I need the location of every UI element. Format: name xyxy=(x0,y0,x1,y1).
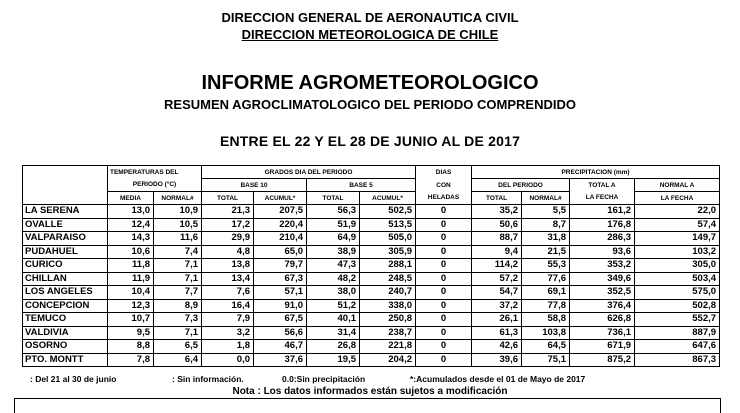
table-cell: 0 xyxy=(416,272,472,286)
table-cell: 248,5 xyxy=(360,272,416,286)
header-row-2 xyxy=(23,179,720,192)
subheader-cell: TOTAL xyxy=(472,192,522,205)
table-cell: 39,6 xyxy=(472,353,522,367)
table-cell: 161,2 xyxy=(570,205,635,219)
footer-accum-note: *:Acumulados desde el 01 de Mayo de 2017 xyxy=(410,374,586,384)
table-cell: 31,4 xyxy=(307,326,360,340)
table-cell: 57,4 xyxy=(635,218,720,232)
station-name: CONCEPCION xyxy=(23,299,108,313)
table-cell: 6,4 xyxy=(154,353,202,367)
table-cell: 8,7 xyxy=(522,218,570,232)
table-cell: 505,0 xyxy=(360,232,416,246)
table-cell: 6,5 xyxy=(154,340,202,354)
table-cell: 0 xyxy=(416,218,472,232)
report-title: INFORME AGROMETEOROLOGICO xyxy=(201,72,539,94)
agro-table xyxy=(22,165,720,367)
table-cell: 75,1 xyxy=(522,353,570,367)
table-cell: 7,1 xyxy=(154,259,202,273)
table-cell: 65,0 xyxy=(254,245,307,259)
table-cell: 37,6 xyxy=(254,353,307,367)
table-cell: 513,5 xyxy=(360,218,416,232)
table-cell: 57,1 xyxy=(254,286,307,300)
table-cell: 1,8 xyxy=(202,340,254,354)
table-cell: 37,2 xyxy=(472,299,522,313)
table-cell: 42,6 xyxy=(472,340,522,354)
table-row xyxy=(23,326,720,340)
table-cell: 54,7 xyxy=(472,286,522,300)
table-cell: 91,0 xyxy=(254,299,307,313)
table-cell: 0 xyxy=(416,353,472,367)
table-cell: 647,6 xyxy=(635,340,720,354)
table-cell: 19,5 xyxy=(307,353,360,367)
subheader-cell: LA FECHA xyxy=(570,192,635,205)
table-cell: 10,6 xyxy=(108,245,154,259)
table-cell: 13,0 xyxy=(108,205,154,219)
table-cell: 238,7 xyxy=(360,326,416,340)
subheader-cell: LA FECHA xyxy=(635,192,720,205)
table-cell: 79,7 xyxy=(254,259,307,273)
table-cell: 13,8 xyxy=(202,259,254,273)
table-cell: 626,8 xyxy=(570,313,635,327)
table-cell: 51,2 xyxy=(307,299,360,313)
table-cell: 10,7 xyxy=(108,313,154,327)
table-cell: 207,5 xyxy=(254,205,307,219)
table-cell: 114,2 xyxy=(472,259,522,273)
table-cell: 0 xyxy=(416,299,472,313)
table-cell: 26,8 xyxy=(307,340,360,354)
table-cell: 47,3 xyxy=(307,259,360,273)
table-cell: 38,0 xyxy=(307,286,360,300)
table-cell: 38,9 xyxy=(307,245,360,259)
table-row xyxy=(23,272,720,286)
report-subtitle: RESUMEN AGROCLIMATOLOGICO DEL PERIODO COMPRENDIDO xyxy=(164,97,576,112)
table-cell: 7,6 xyxy=(202,286,254,300)
table-cell: 88,7 xyxy=(472,232,522,246)
table-cell: 55,3 xyxy=(522,259,570,273)
table-cell: 40,1 xyxy=(307,313,360,327)
table-cell: 671,9 xyxy=(570,340,635,354)
table-cell: 11,8 xyxy=(108,259,154,273)
subheader-cell: HELADAS xyxy=(416,192,472,205)
table-row xyxy=(23,218,720,232)
disclaimer-note: Nota : Los datos informados están sujetos a modificación xyxy=(232,386,508,397)
base5-header: BASE 5 xyxy=(307,179,416,192)
table-cell: 875,2 xyxy=(570,353,635,367)
table-cell: 12,3 xyxy=(108,299,154,313)
table-cell: 204,2 xyxy=(360,353,416,367)
table-cell: 56,6 xyxy=(254,326,307,340)
total-a-header: TOTAL A xyxy=(570,179,635,192)
table-cell: 8,8 xyxy=(108,340,154,354)
table-cell: 7,1 xyxy=(154,272,202,286)
table-cell: 22,0 xyxy=(635,205,720,219)
table-row xyxy=(23,259,720,273)
grados-header: GRADOS DIA DEL PERIODO xyxy=(202,166,416,179)
table-cell: 103,8 xyxy=(522,326,570,340)
table-cell: 10,4 xyxy=(108,286,154,300)
table-cell: 220,4 xyxy=(254,218,307,232)
footer-no-precip-note: 0.0:Sin precipitación xyxy=(282,374,366,384)
table-cell: 11,6 xyxy=(154,232,202,246)
table-cell: 8,9 xyxy=(154,299,202,313)
table-row xyxy=(23,313,720,327)
station-header-blank-2 xyxy=(23,179,108,192)
header-row-1 xyxy=(23,166,720,179)
table-cell: 305,0 xyxy=(635,259,720,273)
table-cell: 0 xyxy=(416,232,472,246)
table-cell: 64,9 xyxy=(307,232,360,246)
table-cell: 305,9 xyxy=(360,245,416,259)
table-row xyxy=(23,340,720,354)
table-cell: 7,8 xyxy=(108,353,154,367)
table-cell: 50,6 xyxy=(472,218,522,232)
department-name: DIRECCION METEOROLOGICA DE CHILE xyxy=(241,27,499,42)
table-cell: 35,2 xyxy=(472,205,522,219)
table-cell: 5,5 xyxy=(522,205,570,219)
table-cell: 867,3 xyxy=(635,353,720,367)
table-row xyxy=(23,286,720,300)
table-cell: 286,3 xyxy=(570,232,635,246)
table-cell: 56,3 xyxy=(307,205,360,219)
dias-header-2: CON xyxy=(416,179,472,192)
table-cell: 240,7 xyxy=(360,286,416,300)
table-cell: 7,1 xyxy=(154,326,202,340)
station-name: LA SERENA xyxy=(23,205,108,219)
table-cell: 376,4 xyxy=(570,299,635,313)
normal-a-header: NORMAL A xyxy=(635,179,720,192)
table-cell: 0 xyxy=(416,313,472,327)
report-period: ENTRE EL 22 Y EL 28 DE JUNIO AL DE 2017 xyxy=(219,133,521,149)
station-name: LOS ANGELES xyxy=(23,286,108,300)
station-name: PTO. MONTT xyxy=(23,353,108,367)
table-cell: 26,1 xyxy=(472,313,522,327)
subheader-cell: MEDIA xyxy=(108,192,154,205)
station-name: TEMUCO xyxy=(23,313,108,327)
table-cell: 352,5 xyxy=(570,286,635,300)
station-name: CHILLAN xyxy=(23,272,108,286)
del-periodo-header: DEL PERIODO xyxy=(472,179,570,192)
table-cell: 77,8 xyxy=(522,299,570,313)
table-cell: 57,2 xyxy=(472,272,522,286)
station-name: PUDAHUEL xyxy=(23,245,108,259)
table-cell: 3,2 xyxy=(202,326,254,340)
table-cell: 288,1 xyxy=(360,259,416,273)
table-cell: 250,8 xyxy=(360,313,416,327)
temp-header-1: TEMPERATURAS DEL xyxy=(108,166,202,179)
table-cell: 9,4 xyxy=(472,245,522,259)
table-cell: 0 xyxy=(416,340,472,354)
table-cell: 103,2 xyxy=(635,245,720,259)
table-cell: 11,9 xyxy=(108,272,154,286)
table-cell: 0 xyxy=(416,205,472,219)
table-cell: 21,5 xyxy=(522,245,570,259)
table-cell: 0 xyxy=(416,259,472,273)
table-cell: 13,4 xyxy=(202,272,254,286)
station-header-blank xyxy=(23,166,108,179)
subheader-cell: ACUMUL* xyxy=(360,192,416,205)
table-cell: 7,4 xyxy=(154,245,202,259)
footer-no-info-note: : Sin información. xyxy=(172,374,244,384)
table-cell: 149,7 xyxy=(635,232,720,246)
table-cell: 176,8 xyxy=(570,218,635,232)
organization-name: DIRECCION GENERAL DE AERONAUTICA CIVIL xyxy=(221,10,519,25)
table-cell: 64,5 xyxy=(522,340,570,354)
header-row-3 xyxy=(23,192,720,205)
table-cell: 210,4 xyxy=(254,232,307,246)
table-cell: 14,3 xyxy=(108,232,154,246)
table-cell: 887,9 xyxy=(635,326,720,340)
table-cell: 69,1 xyxy=(522,286,570,300)
table-row xyxy=(23,299,720,313)
table-cell: 12,4 xyxy=(108,218,154,232)
base10-header: BASE 10 xyxy=(202,179,307,192)
table-cell: 46,7 xyxy=(254,340,307,354)
precip-header: PRECIPITACION (mm) xyxy=(472,166,720,179)
table-cell: 17,2 xyxy=(202,218,254,232)
table-cell: 0,0 xyxy=(202,353,254,367)
table-cell: 10,5 xyxy=(154,218,202,232)
table-cell: 221,8 xyxy=(360,340,416,354)
table-row xyxy=(23,232,720,246)
table-cell: 67,3 xyxy=(254,272,307,286)
table-cell: 0 xyxy=(416,245,472,259)
table-cell: 61,3 xyxy=(472,326,522,340)
temp-header-2: PERIODO (°C) xyxy=(108,179,202,192)
station-name: VALDIVIA xyxy=(23,326,108,340)
table-cell: 0 xyxy=(416,326,472,340)
table-cell: 503,4 xyxy=(635,272,720,286)
station-name: OVALLE xyxy=(23,218,108,232)
station-name: VALPARAISO xyxy=(23,232,108,246)
table-cell: 349,6 xyxy=(570,272,635,286)
station-header-blank-3 xyxy=(23,192,108,205)
table-cell: 10,9 xyxy=(154,205,202,219)
table-cell: 93,6 xyxy=(570,245,635,259)
subheader-cell: NORMAL# xyxy=(154,192,202,205)
table-cell: 502,8 xyxy=(635,299,720,313)
table-cell: 0 xyxy=(416,286,472,300)
subheader-cell: NORMAL# xyxy=(522,192,570,205)
table-row xyxy=(23,205,720,219)
table-cell: 67,5 xyxy=(254,313,307,327)
table-cell: 77,6 xyxy=(522,272,570,286)
table-row xyxy=(23,245,720,259)
table-cell: 575,0 xyxy=(635,286,720,300)
table-cell: 29,9 xyxy=(202,232,254,246)
table-cell: 552,7 xyxy=(635,313,720,327)
table-cell: 4,8 xyxy=(202,245,254,259)
footer-period-note: : Del 21 al 30 de junio xyxy=(30,374,117,384)
table-cell: 58,8 xyxy=(522,313,570,327)
table-cell: 338,0 xyxy=(360,299,416,313)
subheader-cell: ACUMUL* xyxy=(254,192,307,205)
dias-header-1: DIAS xyxy=(416,166,472,179)
table-cell: 9,5 xyxy=(108,326,154,340)
table-cell: 7,7 xyxy=(154,286,202,300)
table-cell: 353,2 xyxy=(570,259,635,273)
table-cell: 51,9 xyxy=(307,218,360,232)
subheader-cell: TOTAL xyxy=(202,192,254,205)
table-cell: 736,1 xyxy=(570,326,635,340)
table-cell: 31,8 xyxy=(522,232,570,246)
subheader-cell: TOTAL xyxy=(307,192,360,205)
table-cell: 48,2 xyxy=(307,272,360,286)
table-cell: 16,4 xyxy=(202,299,254,313)
table-row xyxy=(23,353,720,367)
station-name: CURICO xyxy=(23,259,108,273)
station-name: OSORNO xyxy=(23,340,108,354)
table-cell: 7,9 xyxy=(202,313,254,327)
table-cell: 502,5 xyxy=(360,205,416,219)
table-cell: 21,3 xyxy=(202,205,254,219)
table-cell: 7,3 xyxy=(154,313,202,327)
